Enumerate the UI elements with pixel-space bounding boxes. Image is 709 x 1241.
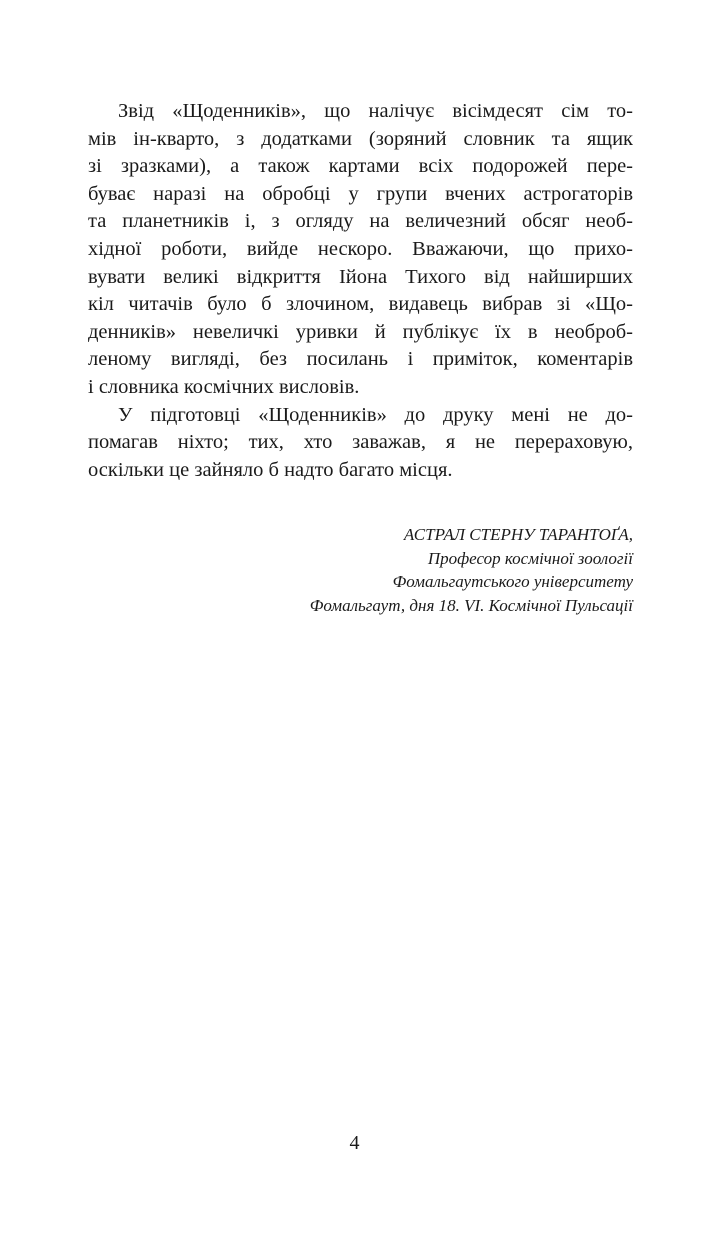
signature-place-date: Фомальгаут, дня 18. VI. Космічної Пульсації bbox=[309, 595, 633, 615]
text-line: і словника космічних висловів. bbox=[88, 375, 360, 398]
signature-title: Професор космічної зоології bbox=[427, 548, 633, 568]
text-line: вувати великі відкриття Ійона Тихого від найширших bbox=[88, 265, 633, 288]
text-line: оскільки це зайняло б надто багато місця. bbox=[88, 458, 453, 481]
paragraph-1 bbox=[88, 98, 633, 402]
paragraph-2 bbox=[88, 402, 633, 485]
text-line: Звід «Щоденників», що налічує вісімдесят сім то- bbox=[118, 100, 633, 122]
text-line: буває наразі на обробці у групи вчених астрогаторів bbox=[88, 182, 633, 205]
text-line: У підготовці «Щоденників» до друку мені не до- bbox=[118, 403, 633, 426]
text-line: денників» невеличкі уривки й публікує їх в необроб- bbox=[88, 320, 633, 343]
signature-block bbox=[310, 523, 633, 617]
text-line: зі зразками), а також картами всіх подорожей пере- bbox=[88, 155, 633, 178]
signature-institution: Фомальгаутського університету bbox=[392, 572, 633, 591]
text-line: леному вигляді, без посилань і приміток, коментарів bbox=[88, 348, 633, 371]
text-line: кіл читачів було б злочином, видавець вибрав зі «Що- bbox=[88, 293, 633, 316]
text-line: та планетників і, з огляду на величезний обсяг необ- bbox=[88, 210, 633, 233]
text-line: хідної роботи, вийде нескоро. Вважаючи, що прихо- bbox=[88, 237, 633, 260]
main-text bbox=[88, 98, 633, 484]
page-number: 4 bbox=[349, 1132, 360, 1154]
text-line: мів ін-кварто, з додатками (зоряний словник та ящик bbox=[88, 127, 633, 150]
signature-name: АСТРАЛ СТЕРНУ ТАРАНТОҐА, bbox=[403, 525, 633, 544]
text-line: помагав ніхто; тих, хто заважав, я не перераховую, bbox=[88, 431, 633, 454]
